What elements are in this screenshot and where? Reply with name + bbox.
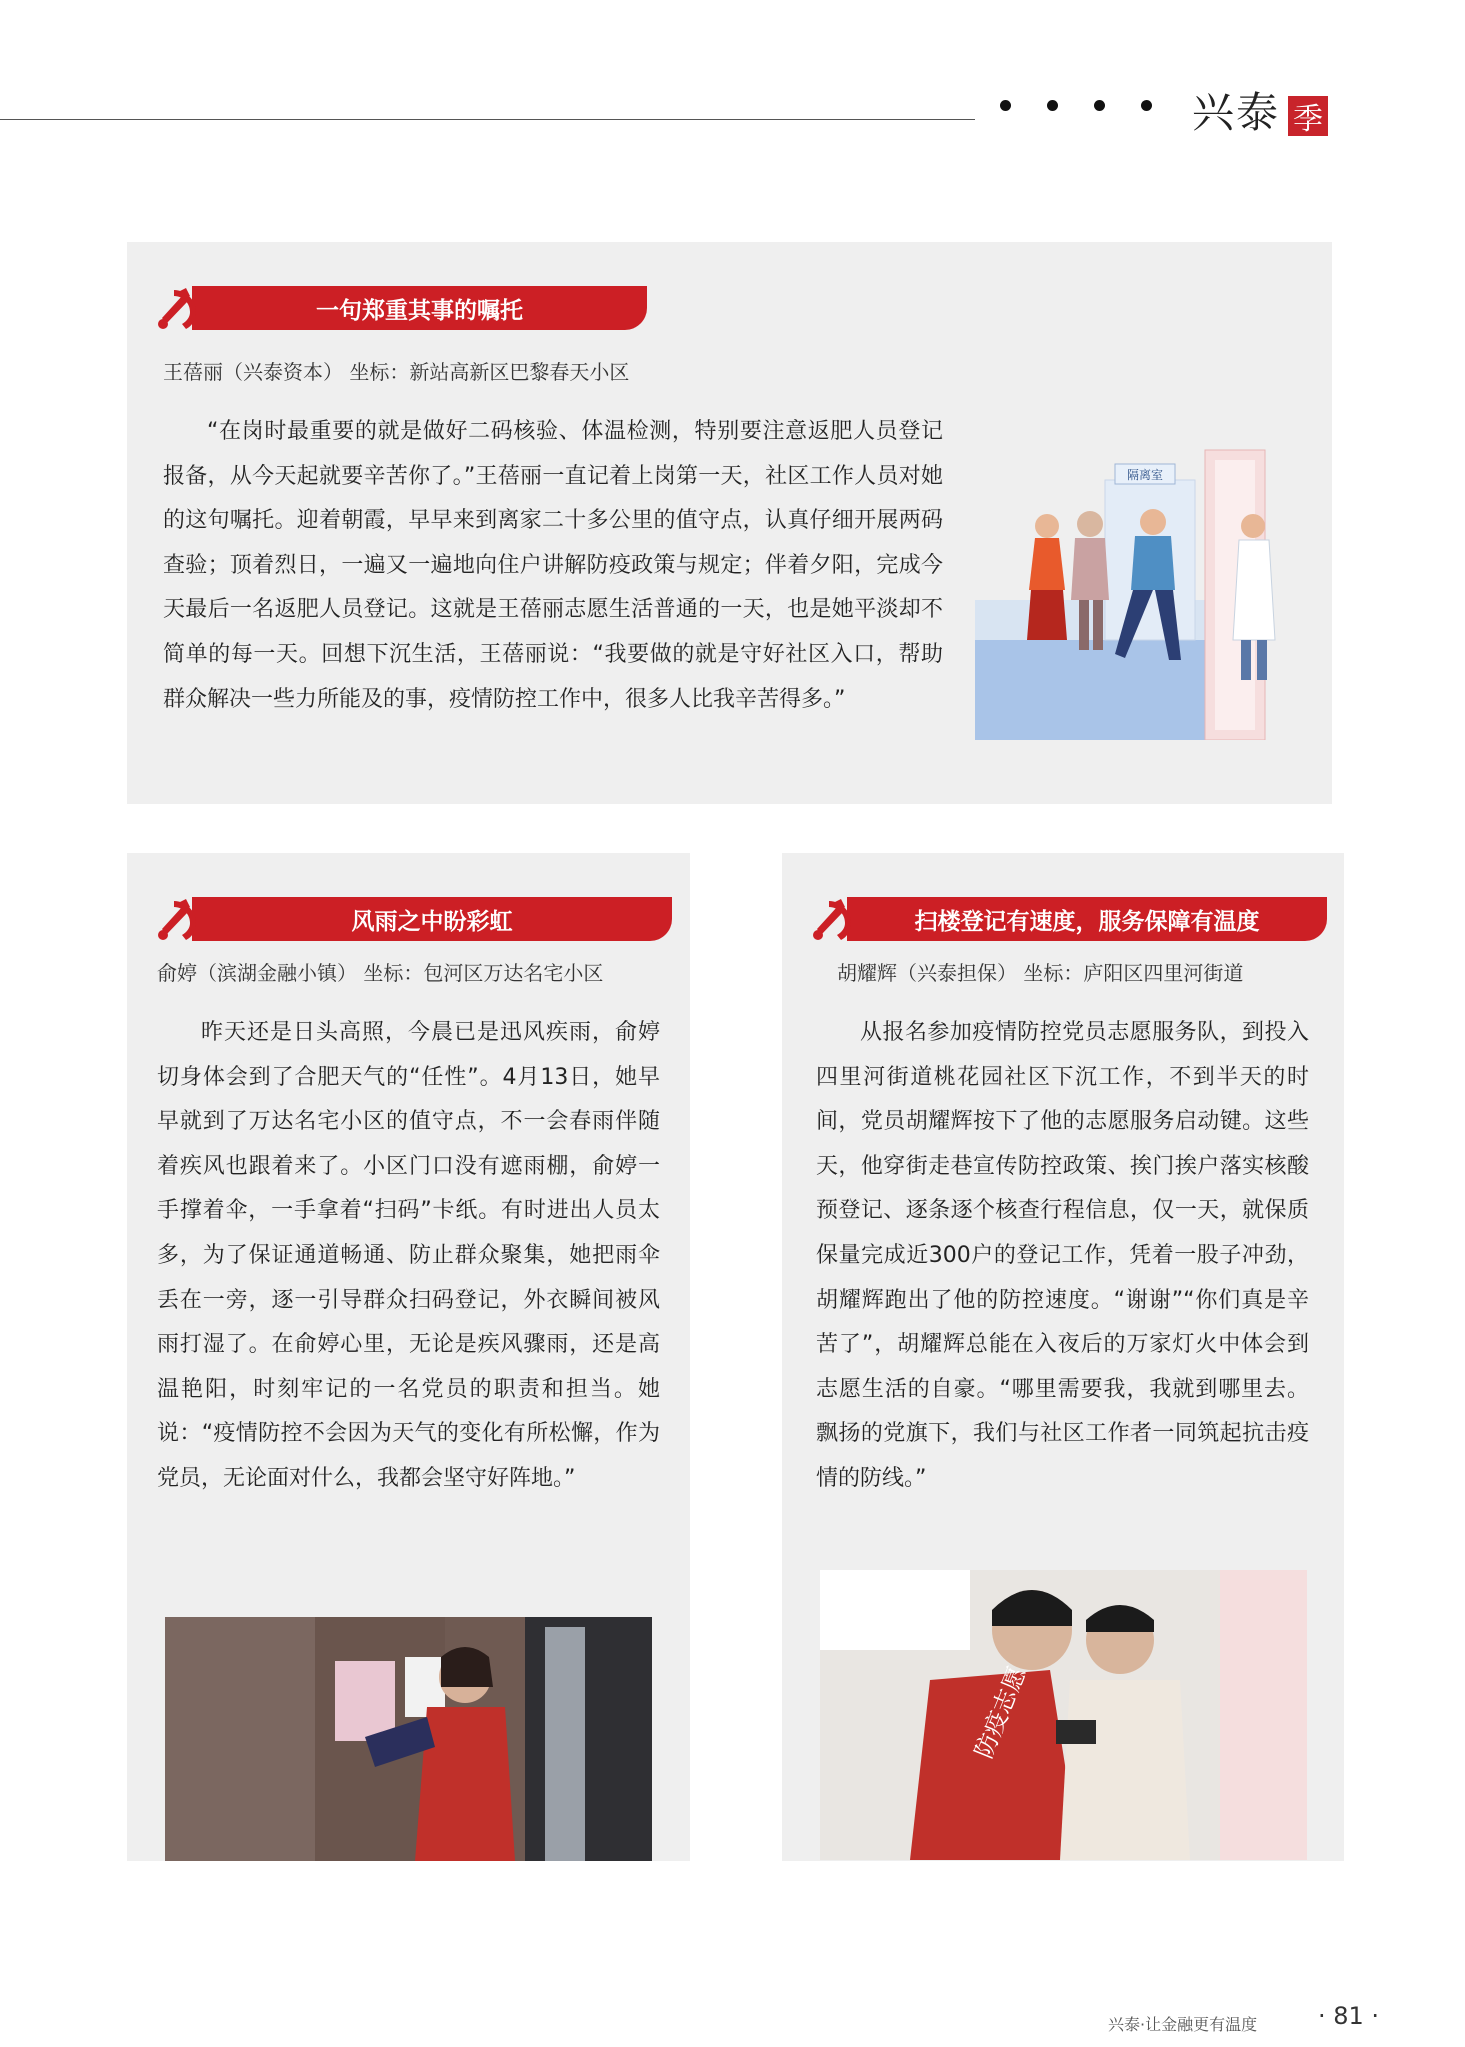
header-rule — [0, 119, 975, 120]
party-emblem-icon — [807, 895, 863, 943]
article-title-banner — [807, 895, 1332, 943]
volunteer-photo — [820, 1570, 1307, 1860]
article-byline: 胡耀辉（兴泰担保） 坐标：庐阳区四里河街道 — [837, 961, 1244, 985]
article-body: “在岗时最重要的就是做好二码核验、体温检测，特别要注意返肥人员登记报备，从今天起就要辛苦你了。”王蓓丽一直记着上岗第一天，社区工作人员对她的这句嘱托。迎着朝霞，早早来到离家二十多公里的值守点，认真仔细开展两码查验；顶着烈日，一遍又一遍地向住户讲解防疫政策与规定；伴着夕阳，完成今天最后一名返肥人员登记。这就是王蓓丽志愿生活普通的一天，也是她平淡却不简单的每一天。回想下沉生活，王蓓丽说：“我要做的就是守好社区入口，帮助群众解决一些力所能及的事，疫情防控工作中，很多人比我辛苦得多。” — [163, 419, 943, 712]
volunteer-photo — [165, 1617, 652, 1861]
article-body: 昨天还是日头高照，今晨已是迅风疾雨，俞婷切身体会到了合肥天气的“任性”。4月13日，她早早就到了万达名宅小区的值守点，不一会春雨伴随着疾风也跟着来了。小区门口没有遮雨棚，俞婷一手撑着伞，一手拿着“扫码”卡纸。有时进出人员太多，为了保证通道畅通、防止群众聚集，她把雨伞丢在一旁，逐一引导群众扫码登记，外衣瞬间被风雨打湿了。在俞婷心里，无论是疾风骤雨，还是高温艳阳，时刻牢记的一名党员的职责和担当。她说：“疫情防控不会因为天气的变化有所松懈，作为党员，无论面对什么，我都会坚守好阵地。” — [157, 1020, 660, 1491]
article-byline: 俞婷（滨湖金融小镇） 坐标：包河区万达名宅小区 — [157, 961, 604, 985]
quarantine-room-illustration — [975, 440, 1305, 740]
article-title-banner — [152, 895, 677, 943]
vest-text: 防疫志愿 — [969, 1662, 1032, 1763]
article-card-1 — [127, 242, 1332, 804]
article-title: 扫楼登记有速度，服务保障有温度 — [847, 897, 1327, 941]
article-title: 风雨之中盼彩虹 — [192, 897, 672, 941]
party-emblem-icon — [152, 284, 208, 332]
article-title-banner — [152, 284, 652, 332]
header-dots — [1000, 100, 1152, 111]
footer-slogan: 兴泰·让金融更有温度 — [1108, 2015, 1258, 2034]
party-emblem-icon — [152, 895, 208, 943]
room-sign: 隔离室 — [1126, 468, 1164, 482]
article-byline: 王蓓丽（兴泰资本） 坐标：新站高新区巴黎春天小区 — [163, 360, 630, 384]
article-card-3 — [782, 853, 1344, 1861]
seal-logo: 季 — [1288, 96, 1328, 136]
article-body: 从报名参加疫情防控党员志愿服务队，到投入四里河街道桃花园社区下沉工作，不到半天的时间，党员胡耀辉按下了他的志愿服务启动键。这些天，他穿街走巷宣传防控政策、挨门挨户落实核酸预登记、逐条逐个核查行程信息，仅一天，就保质保量完成近300户的登记工作，凭着一股子冲劲，胡耀辉跑出了他的防控速度。“谢谢”“你们真是辛苦了”，胡耀辉总能在入夜后的万家灯火中体会到志愿生活的自豪。“哪里需要我，我就到哪里去。飘扬的党旗下，我们与社区工作者一同筑起抗击疫情的防线。” — [816, 1020, 1309, 1491]
article-title: 一句郑重其事的嘱托 — [192, 286, 647, 330]
magazine-brand: 兴泰 — [1192, 88, 1281, 137]
article-card-2 — [127, 853, 690, 1861]
page-number: · 81 · — [1318, 2002, 1380, 2030]
